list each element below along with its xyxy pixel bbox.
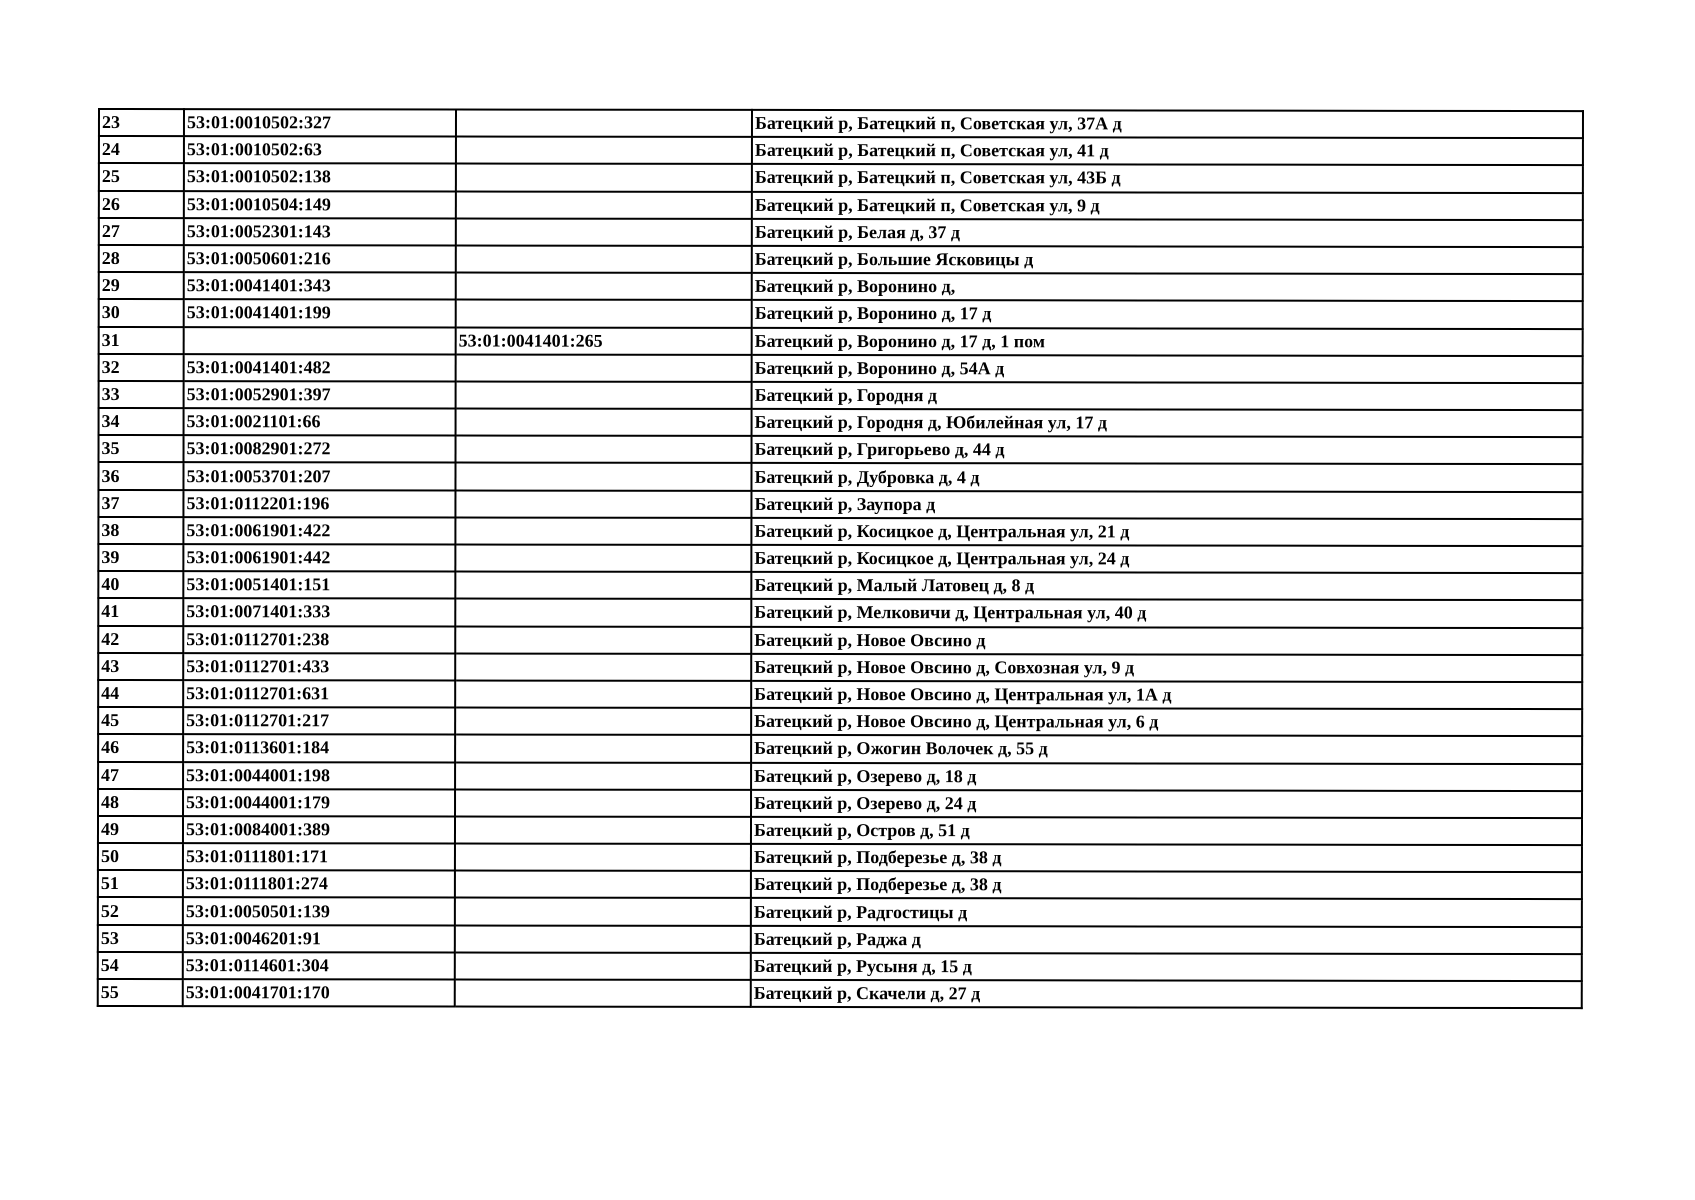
row-number-cell: 36	[98, 462, 183, 489]
table-row	[99, 272, 1583, 301]
address-cell: Батецкий р, Батецкий п, Советская ул, 37А д	[752, 110, 1583, 138]
address-cell: Батецкий р, Воронино д, 17 д, 1 пом	[752, 327, 1583, 355]
address-cell: Батецкий р, Малый Латовец д, 8 д	[751, 572, 1582, 600]
row-number-cell: 54	[98, 952, 183, 979]
cadastral-number-building-cell: 53:01:0052301:143	[184, 218, 456, 246]
cadastral-number-premise-cell	[455, 626, 751, 654]
row-number-cell: 32	[99, 354, 184, 381]
cadastral-number-premise-cell	[456, 245, 752, 273]
table-row	[98, 952, 1582, 981]
cadastral-number-building-cell: 53:01:0010502:327	[184, 109, 456, 137]
cadastral-number-building-cell: 53:01:0111801:171	[183, 843, 455, 871]
address-cell: Батецкий р, Раджа д	[751, 926, 1582, 954]
row-number-cell: 51	[98, 870, 183, 897]
address-cell: Батецкий р, Большие Ясковицы д	[752, 246, 1583, 274]
cadastral-number-building-cell: 53:01:0050601:216	[184, 245, 456, 273]
address-cell: Батецкий р, Белая д, 37 д	[752, 219, 1583, 247]
row-number-cell: 42	[98, 626, 183, 653]
row-number-cell: 33	[99, 381, 184, 408]
cadastral-number-building-cell: 53:01:0041401:482	[184, 354, 456, 382]
row-number-cell: 47	[98, 762, 183, 789]
table-row	[99, 354, 1583, 383]
address-cell: Батецкий р, Воронино д,	[752, 273, 1583, 301]
cadastral-number-building-cell: 53:01:0061901:442	[183, 544, 455, 572]
row-number-cell: 41	[98, 598, 183, 625]
address-cell: Батецкий р, Городня д	[752, 382, 1583, 410]
address-cell: Батецкий р, Батецкий п, Советская ул, 41 д	[752, 137, 1583, 165]
cadastral-number-premise-cell	[455, 490, 751, 518]
cadastral-number-building-cell: 53:01:0084001:389	[183, 816, 455, 844]
address-cell: Батецкий р, Новое Овсино д, Совхозная ул, 9 д	[751, 654, 1582, 682]
row-number-cell: 50	[98, 843, 183, 870]
table-row	[99, 191, 1583, 220]
row-number-cell: 34	[99, 408, 184, 435]
row-number-cell: 28	[99, 245, 184, 272]
table-row	[99, 218, 1583, 247]
table-row	[98, 680, 1582, 709]
cadastral-number-premise-cell	[455, 572, 751, 600]
cadastral-number-premise-cell	[456, 300, 752, 328]
row-number-cell: 48	[98, 789, 183, 816]
cadastral-number-premise-cell	[455, 979, 751, 1007]
row-number-cell: 43	[98, 653, 183, 680]
row-number-cell: 53	[98, 925, 183, 952]
row-number-cell: 29	[99, 272, 184, 299]
cadastral-number-premise-cell	[455, 708, 751, 736]
address-cell: Батецкий р, Воронино д, 17 д	[752, 300, 1583, 328]
table-row	[98, 707, 1582, 736]
table-row	[98, 762, 1582, 791]
cadastral-number-building-cell: 53:01:0044001:198	[183, 762, 455, 790]
registry-table	[97, 108, 1584, 1009]
cadastral-number-premise-cell	[456, 218, 752, 246]
table-row	[98, 462, 1582, 491]
cadastral-number-premise-cell	[456, 164, 752, 192]
row-number-cell: 37	[98, 490, 183, 517]
table-row	[99, 327, 1583, 356]
row-number-cell: 49	[98, 816, 183, 843]
cadastral-number-building-cell: 53:01:0044001:179	[183, 789, 455, 817]
cadastral-number-premise-cell	[455, 735, 751, 763]
cadastral-number-building-cell: 53:01:0041401:343	[184, 272, 456, 300]
address-cell: Батецкий р, Мелковичи д, Центральная ул, 40 д	[751, 599, 1582, 627]
cadastral-number-premise-cell	[456, 436, 752, 464]
cadastral-number-building-cell: 53:01:0112701:217	[183, 707, 455, 735]
cadastral-number-building-cell: 53:01:0112201:196	[183, 490, 455, 518]
row-number-cell: 55	[98, 979, 183, 1006]
address-cell: Батецкий р, Подберезье д, 38 д	[751, 844, 1582, 872]
cadastral-number-premise-cell	[456, 273, 752, 301]
cadastral-number-building-cell: 53:01:0010504:149	[184, 191, 456, 219]
address-cell: Батецкий р, Новое Овсино д, Центральная ул, 6 д	[751, 708, 1582, 736]
row-number-cell: 46	[98, 734, 183, 761]
cadastral-number-building-cell: 53:01:0021101:66	[184, 408, 456, 436]
cadastral-number-premise-cell	[455, 680, 751, 708]
address-cell: Батецкий р, Ожогин Волочек д, 55 д	[751, 735, 1582, 763]
table-row	[98, 544, 1582, 573]
cadastral-number-premise-cell	[455, 844, 751, 872]
address-cell: Батецкий р, Городня д, Юбилейная ул, 17 д	[752, 409, 1583, 437]
table-row	[99, 381, 1583, 410]
cadastral-number-building-cell: 53:01:0113601:184	[183, 734, 455, 762]
table-row	[98, 653, 1582, 682]
address-cell: Батецкий р, Скачели д, 27 д	[751, 980, 1582, 1008]
address-cell: Батецкий р, Подберезье д, 38 д	[751, 871, 1582, 899]
row-number-cell: 52	[98, 897, 183, 924]
address-cell: Батецкий р, Дубровка д, 4 д	[751, 463, 1582, 491]
cadastral-number-premise-cell	[456, 109, 752, 137]
cadastral-number-building-cell: 53:01:0010502:63	[184, 136, 456, 164]
cadastral-number-building-cell: 53:01:0114601:304	[183, 952, 455, 980]
cadastral-number-premise-cell	[455, 599, 751, 627]
row-number-cell: 24	[99, 136, 184, 163]
row-number-cell: 25	[99, 163, 184, 190]
table-row	[99, 109, 1583, 138]
cadastral-number-premise-cell	[455, 952, 751, 980]
table-row	[98, 734, 1582, 763]
address-cell: Батецкий р, Косицкое д, Центральная ул, 21 д	[751, 518, 1582, 546]
address-cell: Батецкий р, Батецкий п, Советская ул, 43Б д	[752, 164, 1583, 192]
address-cell: Батецкий р, Заупора д	[751, 491, 1582, 519]
cadastral-number-building-cell: 53:01:0112701:631	[183, 680, 455, 708]
row-number-cell: 35	[99, 435, 184, 462]
row-number-cell: 31	[99, 327, 184, 354]
address-cell: Батецкий р, Озерево д, 24 д	[751, 790, 1582, 818]
table-row	[99, 299, 1583, 328]
row-number-cell: 45	[98, 707, 183, 734]
address-cell: Батецкий р, Остров д, 51 д	[751, 817, 1582, 845]
address-cell: Батецкий р, Новое Овсино д	[751, 626, 1582, 654]
table-row	[98, 816, 1582, 845]
cadastral-number-premise-cell	[456, 381, 752, 409]
cadastral-number-premise-cell	[456, 191, 752, 219]
cadastral-number-premise-cell	[455, 463, 751, 491]
table-row	[98, 925, 1582, 954]
table-row	[98, 843, 1582, 872]
address-cell: Батецкий р, Григорьево д, 44 д	[752, 436, 1583, 464]
address-cell: Батецкий р, Воронино д, 54А д	[752, 355, 1583, 383]
cadastral-number-building-cell: 53:01:0053701:207	[183, 463, 455, 491]
table-row	[99, 245, 1583, 274]
row-number-cell: 39	[98, 544, 183, 571]
row-number-cell: 40	[98, 571, 183, 598]
cadastral-number-premise-cell	[455, 925, 751, 953]
cadastral-number-premise-cell	[455, 762, 751, 790]
cadastral-number-premise-cell	[455, 898, 751, 926]
cadastral-number-building-cell: 53:01:0052901:397	[184, 381, 456, 409]
registry-table-body	[98, 109, 1583, 1008]
cadastral-number-premise-cell: 53:01:0041401:265	[456, 327, 752, 355]
row-number-cell: 26	[99, 191, 184, 218]
address-cell: Батецкий р, Батецкий п, Советская ул, 9 д	[752, 191, 1583, 219]
cadastral-number-premise-cell	[455, 544, 751, 572]
cadastral-number-building-cell: 53:01:0082901:272	[184, 435, 456, 463]
document-page	[98, 108, 1582, 1007]
row-number-cell: 30	[99, 299, 184, 326]
table-row	[99, 435, 1583, 464]
table-row	[98, 870, 1582, 899]
table-row	[98, 897, 1582, 926]
cadastral-number-building-cell: 53:01:0050501:139	[183, 898, 455, 926]
table-row	[98, 979, 1582, 1008]
cadastral-number-building-cell: 53:01:0111801:274	[183, 870, 455, 898]
cadastral-number-premise-cell	[456, 409, 752, 437]
cadastral-number-premise-cell	[455, 653, 751, 681]
table-row	[99, 163, 1583, 192]
cadastral-number-premise-cell	[455, 789, 751, 817]
cadastral-number-premise-cell	[455, 871, 751, 899]
table-row	[98, 571, 1582, 600]
cadastral-number-building-cell: 53:01:0112701:433	[183, 653, 455, 681]
cadastral-number-building-cell: 53:01:0041701:170	[183, 979, 455, 1007]
cadastral-number-building-cell: 53:01:0041401:199	[184, 299, 456, 327]
table-row	[98, 789, 1582, 818]
cadastral-number-premise-cell	[456, 137, 752, 165]
row-number-cell: 44	[98, 680, 183, 707]
table-row	[99, 136, 1583, 165]
cadastral-number-building-cell	[184, 327, 456, 355]
table-row	[98, 598, 1582, 627]
cadastral-number-building-cell: 53:01:0061901:422	[183, 517, 455, 545]
address-cell: Батецкий р, Озерево д, 18 д	[751, 762, 1582, 790]
table-row	[99, 408, 1583, 437]
address-cell: Батецкий р, Новое Овсино д, Центральная ул, 1А д	[751, 681, 1582, 709]
table-row	[98, 626, 1582, 655]
address-cell: Батецкий р, Косицкое д, Центральная ул, 24 д	[751, 545, 1582, 573]
cadastral-number-building-cell: 53:01:0071401:333	[183, 598, 455, 626]
cadastral-number-building-cell: 53:01:0112701:238	[183, 626, 455, 654]
row-number-cell: 27	[99, 218, 184, 245]
table-row	[98, 490, 1582, 519]
cadastral-number-building-cell: 53:01:0051401:151	[183, 571, 455, 599]
cadastral-number-building-cell: 53:01:0010502:138	[184, 163, 456, 191]
cadastral-number-premise-cell	[456, 354, 752, 382]
cadastral-number-premise-cell	[455, 816, 751, 844]
address-cell: Батецкий р, Радгостицы д	[751, 898, 1582, 926]
row-number-cell: 23	[99, 109, 184, 136]
table-row	[98, 517, 1582, 546]
address-cell: Батецкий р, Русыня д, 15 д	[751, 953, 1582, 981]
row-number-cell: 38	[98, 517, 183, 544]
cadastral-number-premise-cell	[455, 517, 751, 545]
cadastral-number-building-cell: 53:01:0046201:91	[183, 925, 455, 953]
